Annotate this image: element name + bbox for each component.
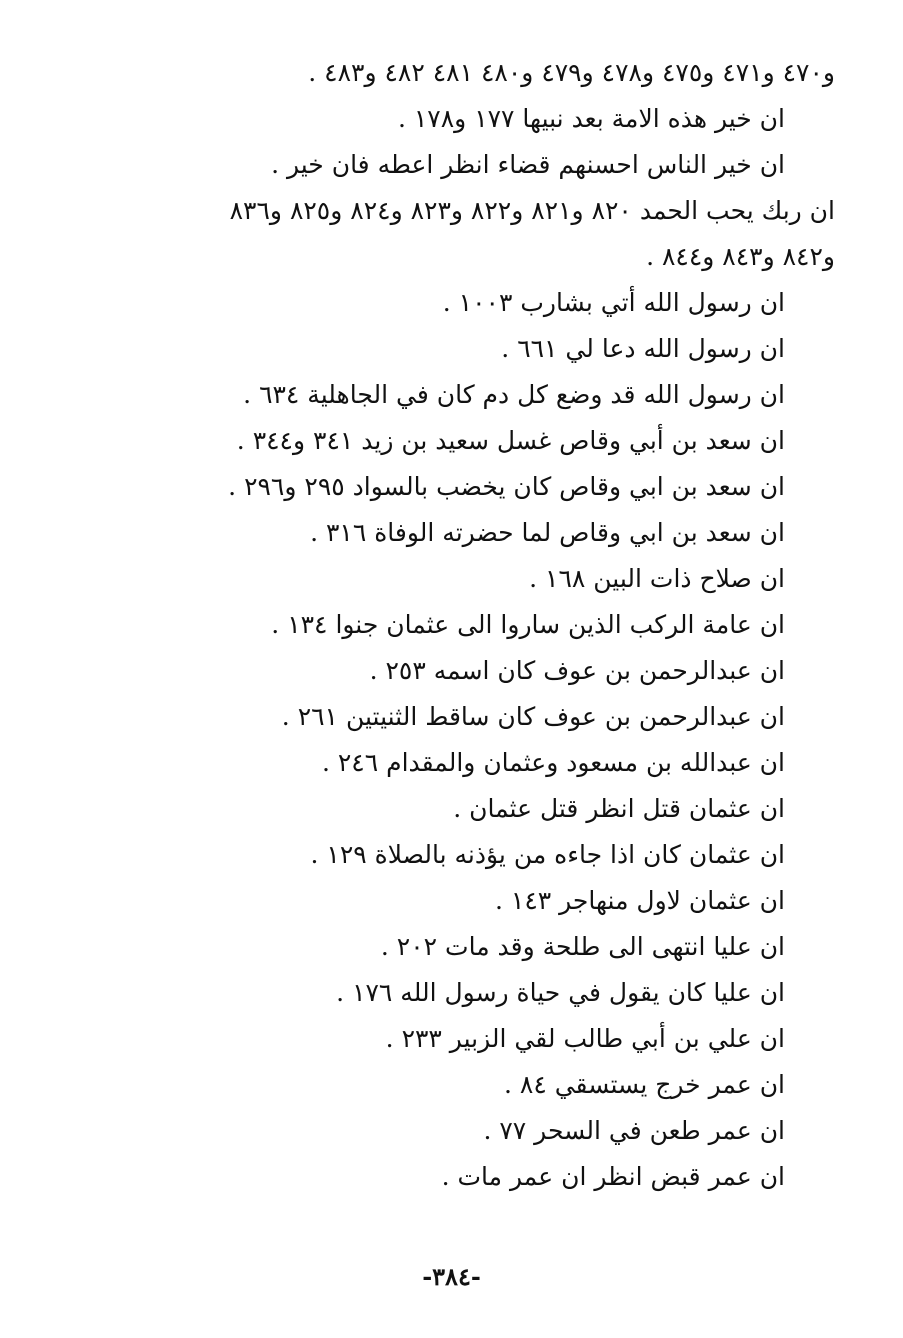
page-number: -٣٨٤- [422,1262,481,1291]
index-entry: ان سعد بن أبي وقاص غسل سعيد بن زيد ٣٤١ و٣٤٤ . [236,426,785,455]
index-entry: ان عبدالله بن مسعود وعثمان والمقدام ٢٤٦ . [321,748,785,777]
index-entry: ان علي بن أبي طالب لقي الزبير ٢٣٣ . [385,1024,785,1053]
index-entry: ان رسول الله دعا لي ٦٦١ . [501,334,785,363]
index-entry-continuation: و٨٤٢ و٨٤٣ و٨٤٤ . [646,242,835,271]
index-entry: ان صلاح ذات البين ١٦٨ . [529,564,785,593]
index-entry: ان عثمان لاول منهاجر ١٤٣ . [494,886,785,915]
index-entry: ان عامة الركب الذين ساروا الى عثمان جنوا ١٣٤ . [271,610,785,639]
index-entry: ان ربك يحب الحمد ٨٢٠ و٨٢١ و٨٢٢ و٨٢٣ و٨٢٤ و٨٢٥ و٨٣٦ [229,196,835,225]
index-entry: ان عمر طعن في السحر ٧٧ . [483,1116,785,1145]
index-entry: ان رسول الله أتي بشارب ١٠٠٣ . [442,288,785,317]
index-entry: ان عثمان قتل انظر قتل عثمان . [453,794,785,823]
index-entry: ان سعد بن ابي وقاص لما حضرته الوفاة ٣١٦ . [310,518,785,547]
index-entry-continuation: و٤٧٠ و٤٧١ و٤٧٥ و٤٧٨ و٤٧٩ و٤٨٠ ٤٨١ ٤٨٢ و٤٨٣ . [308,58,835,87]
index-entry: ان عليا انتهى الى طلحة وقد مات ٢٠٢ . [380,932,785,961]
index-list [95,50,835,1200]
index-entry: ان عليا كان يقول في حياة رسول الله ١٧٦ . [336,978,785,1007]
index-entry: ان عمر قبض انظر ان عمر مات . [441,1162,785,1191]
index-entry: ان عمر خرج يستسقي ٨٤ . [504,1070,785,1099]
index-entry: ان خير الناس احسنهم قضاء انظر اعطه فان خير . [271,150,785,179]
index-entry: ان سعد بن ابي وقاص كان يخضب بالسواد ٢٩٥ و٢٩٦ . [228,472,785,501]
index-entry: ان عبدالرحمن بن عوف كان ساقط الثنيتين ٢٦١ . [281,702,785,731]
index-entry: ان عبدالرحمن بن عوف كان اسمه ٢٥٣ . [369,656,785,685]
index-entry: ان خير هذه الامة بعد نبيها ١٧٧ و١٧٨ . [397,104,785,133]
index-entry: ان رسول الله قد وضع كل دم كان في الجاهلية ٦٣٤ . [243,380,785,409]
index-entry: ان عثمان كان اذا جاءه من يؤذنه بالصلاة ١٢٩ . [310,840,785,869]
